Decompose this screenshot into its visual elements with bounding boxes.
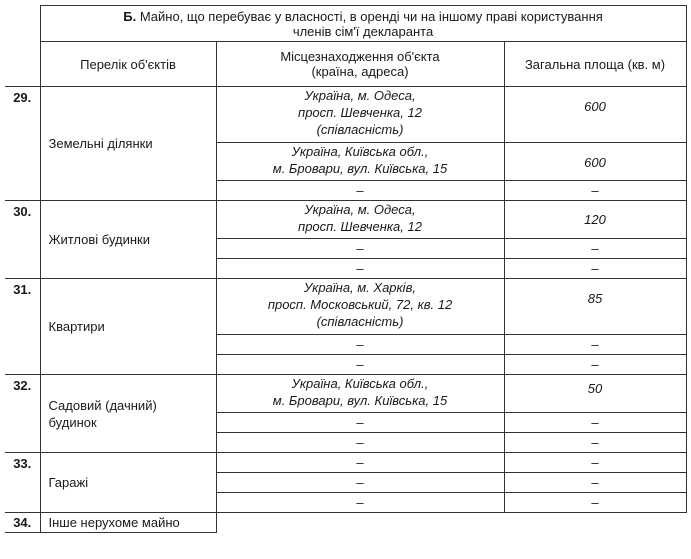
empty-area: –: [504, 473, 686, 493]
blank-cell: [504, 513, 686, 533]
location-cell: [216, 143, 504, 181]
empty-area: –: [504, 259, 686, 279]
row-number-34: 34.: [5, 513, 40, 533]
empty-area: –: [504, 413, 686, 433]
header-objects: Перелік об'єктів: [40, 42, 216, 87]
empty-location: –: [216, 433, 504, 453]
location-cell: [216, 201, 504, 239]
area-cell: 120: [504, 201, 686, 239]
empty-location: –: [216, 473, 504, 493]
empty-area: –: [504, 355, 686, 375]
empty-location: –: [216, 181, 504, 201]
empty-location: –: [216, 453, 504, 473]
area-cell: 85: [504, 279, 686, 335]
title-spacer: [5, 6, 40, 42]
location-cell: [216, 375, 504, 413]
empty-location: –: [216, 355, 504, 375]
location-line: Україна, м. Одеса,: [304, 88, 416, 103]
category-garages: Гаражі: [40, 453, 216, 513]
category-garden-house: [40, 375, 216, 453]
location-line: Україна, м. Одеса,: [304, 202, 416, 217]
header-location-line2: (країна, адреса): [311, 64, 409, 79]
row-number-33: 33.: [5, 453, 40, 513]
category-line: Садовий (дачний): [48, 397, 157, 413]
location-line: м. Бровари, вул. Київська, 15: [272, 161, 448, 176]
empty-area: –: [504, 181, 686, 201]
header-location-line1: Місцезнаходження об'єкта: [280, 49, 440, 64]
header-location: [216, 42, 504, 87]
location-line: просп. Московський, 72, кв. 12: [267, 297, 453, 312]
category-apartments: Квартири: [40, 279, 216, 375]
section-title-prefix: Б.: [123, 8, 137, 24]
location-line: Україна, м. Харків,: [304, 280, 416, 295]
category-other-real-estate: Інше нерухоме майно: [40, 513, 216, 533]
empty-area: –: [504, 433, 686, 453]
empty-area: –: [504, 453, 686, 473]
location-cell: [216, 87, 504, 143]
header-spacer: [5, 42, 40, 87]
location-cell: [216, 279, 504, 335]
location-line: Україна, Київська обл.,: [291, 376, 429, 391]
empty-area: –: [504, 239, 686, 259]
empty-location: –: [216, 493, 504, 513]
header-area: Загальна площа (кв. м): [504, 42, 686, 87]
row-number-29: 29.: [5, 87, 40, 201]
row-number-30: 30.: [5, 201, 40, 279]
row-number-31: 31.: [5, 279, 40, 375]
location-line: Україна, Київська обл.,: [291, 144, 429, 159]
area-cell: 600: [504, 143, 686, 181]
location-line: м. Бровари, вул. Київська, 15: [272, 393, 448, 408]
empty-area: –: [504, 335, 686, 355]
area-cell: 600: [504, 87, 686, 143]
section-title-line1: Майно, що перебуває у власності, в оренді чи на іншому праві користування: [139, 8, 603, 24]
empty-location: –: [216, 335, 504, 355]
empty-location: –: [216, 259, 504, 279]
property-table: [5, 5, 687, 533]
section-title: [40, 6, 686, 42]
category-line: будинок: [48, 414, 97, 430]
category-land: Земельні ділянки: [40, 87, 216, 201]
area-cell: 50: [504, 375, 686, 413]
location-line: (співласність): [316, 122, 404, 137]
section-title-line2: членів сім'ї декларанта: [292, 23, 434, 39]
empty-location: –: [216, 239, 504, 259]
location-line: просп. Шевченка, 12: [298, 219, 422, 234]
location-line: (співласність): [316, 314, 404, 329]
empty-location: –: [216, 413, 504, 433]
empty-area: –: [504, 493, 686, 513]
category-houses: Житлові будинки: [40, 201, 216, 279]
blank-cell: [216, 513, 504, 533]
location-line: просп. Шевченка, 12: [298, 105, 422, 120]
row-number-32: 32.: [5, 375, 40, 453]
